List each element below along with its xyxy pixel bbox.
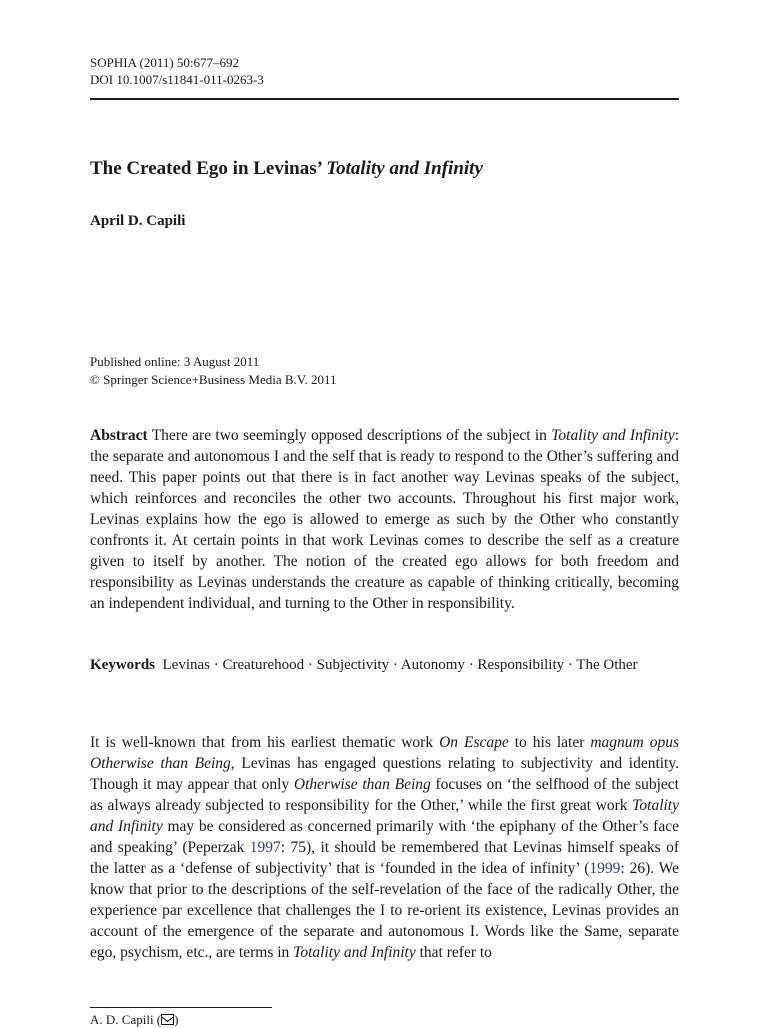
citation-link-1999[interactable]: 1999 [589,860,621,877]
article-title [90,156,679,182]
footnote-rule [90,1007,272,1008]
header-rule [90,98,679,100]
body-text-8: that refer to [415,944,492,961]
footnote-author: A. D. Capili ( [90,1012,162,1027]
body-text-6: : 75), it should be remembered that Levinas himself speaks of the latter as a ‘defense of subjectivity’ that is ‘founded in the idea of infinity’ ( [90,839,679,877]
body-italic-4: Totality and Infinity [90,797,679,835]
abstract-text-2: : the separate and autonomous I and the self that is ready to respond to the Other’s suffering and need. This paper points out that there is in fact another way Levinas speaks of the subject, which reinforces and reconciles the other two accounts. Throughout his first major work, Levinas explains how the ego is allowed to emerge as such by the Other who constantly confronts it. At certain points in that work Levinas comes to describe the self as a creature given to itself by another. The notion of the created ego allows for both freedom and responsibility as Levinas understands the creature as capable of thinking critically, becoming an independent individual, and turning to the Other in responsibility. [90,427,679,612]
title-italic: Totality and Infinity [326,158,483,179]
author-name: April D. Capili [90,213,186,229]
citation-link-1997[interactable]: 1997 [249,839,281,856]
body-italic-2: magnum opus Otherwise than Being [90,734,680,772]
body-italic-1: On Escape [439,734,509,751]
body-paragraph [90,732,679,963]
abstract [90,425,679,614]
body-text-7: : 26). We know that prior to the descriptions of the self-revelation of the face of the radically Other, the experience par excellence that challenges the I to re-orient its existence, Levinas provides an account of the emergence of the separate and autonomous I. Words like the Same, separate ego, psychism, etc., are terms in [90,860,679,961]
body-text-5: may be considered as concerned primarily with ‘the epiphany of the Other’s face and speaking’ (Peperzak [90,818,679,856]
body-italic-3: Otherwise than Being [293,776,431,793]
published-date: Published online: 3 August 2011 [90,354,260,369]
keywords [90,655,679,676]
body-text-1: It is well-known that from his earliest thematic work [90,734,440,751]
footnote-close: ) [174,1012,179,1027]
keywords-label: Keywords [90,657,155,673]
journal-header [90,54,679,88]
publication-info [90,353,679,389]
copyright-line: © Springer Science+Business Media B.V. 2011 [90,372,337,387]
abstract-text-1: There are two seemingly opposed descriptions of the subject in [147,427,552,444]
body-italic-5: Totality and Infinity [293,944,416,961]
body-text-3: , Levinas has engaged questions relating to subjectivity and identity. Though it may appear that only [90,755,679,793]
abstract-label: Abstract [90,427,148,444]
doi: DOI 10.1007/s11841-011-0263-3 [90,72,264,87]
journal-citation: SOPHIA (2011) 50:677–692 [90,55,240,70]
title-main: The Created Ego in Levinas’ [90,158,327,179]
author-footnote [90,1012,679,1028]
keywords-list: Levinas · Creaturehood · Subjectivity · Autonomy · Responsibility · The Other [162,657,638,673]
body-text-2: to his later [508,734,591,751]
abstract-italic-1: Totality and Infinity [551,427,675,444]
envelope-icon[interactable] [161,1014,174,1025]
body-text-4: focuses on ‘the selfhood of the subject as always already subjected to responsibility for the Other,’ while the first great work [90,776,679,814]
